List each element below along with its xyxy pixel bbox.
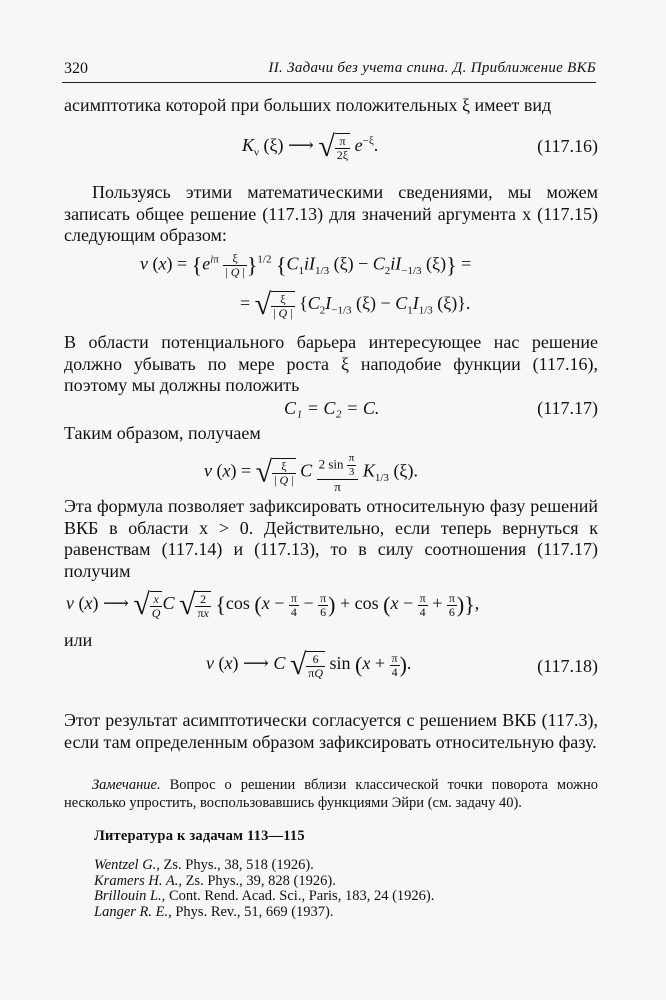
equation-117-16 [64,128,598,168]
word-ili: или [64,630,93,650]
remark [64,776,598,812]
paragraph-phase: Эта формула позволяет зафиксировать относительную фазу решений ВКБ в области x > 0. Действительно, если теперь вернуться к равенствам (117.14) и (117.13), то в силу соотношения (117.17) получим [64,496,598,581]
equation-v-cos-formula: v (x) ⟶ √ $\frac{x}{Q}$ C √ $\frac{2}{\pi x}$ {cos (x − $\frac{\pi}{4}$ − $\frac{\pi}{6}$ ) + cos (x − $\frac{\pi}{4}$ + $\frac{\pi}{6}$ )}, [66,588,480,621]
equation-v-general-line2 [64,286,598,326]
equation-number: (117.17) [537,398,598,418]
equation-v-general-line1-formula: v $(x) = \{e^{i\pi}$ $\frac{\xi}{| Q |}$ }$^{1/2}$ {$C_1iI_{1/3}$ $(\xi) - C_2iI_{-1/3}$ (ξ)} = [140,251,472,279]
page-number: 320 [64,60,88,77]
reference-item: Kramers H. A., Zs. Phys., 39, 828 (1926). [94,872,336,889]
equation-v-general-line1 [64,248,598,288]
paragraph-asymptotics: асимптотика которой при больших положительных ξ имеет вид [64,95,552,115]
paragraph-agreement: Этот результат асимптотически согласуется с решением ВКБ (117.3), если там определенным образом зафиксировать относительную фазу. [64,710,598,752]
equation-v-cos [64,584,598,628]
reference-item: Brillouin L., Cont. Rend. Acad. Sci., Paris, 183, 24 (1926). [94,888,435,904]
paragraph-thus: Таким образом, получаем [64,423,261,443]
equation-117-17-formula: C₁ = C₂ = C. [284,398,380,418]
remark-text: Вопрос о решении вблизи классической точки поворота можно несколько упростить, воспользовавшись функциями Эйри (см. задачу 40). [64,777,598,811]
equation-117-18-formula: v (x) ⟶ C √ $\frac{6}{\pi Q}$ sin (x + $\frac{\pi}{4}$ ). [206,648,412,681]
equation-number: (117.16) [537,136,598,156]
paragraph-barrier: В области потенциального барьера интересующее нас решение должно убывать по мере роста ξ наподобие функции (117.16), поэтому мы должны положить [64,332,598,395]
equation-117-18 [64,648,598,688]
equation-number: (117.18) [537,656,598,676]
equation-v-result [64,446,598,494]
references-list [94,858,434,920]
paragraph-general-solution: Пользуясь этими математическими сведениями, мы можем записать общее решение (117.13) для значений аргумента x (117.15) следующим образом: [64,182,598,245]
references-heading: Литература к задачам 113—115 [94,828,305,844]
reference-item: Langer R. E., Phys. Rev., 51, 669 (1937). [94,903,334,920]
remark-label: Замечание. [92,777,161,793]
equation-v-result-formula: v (x) = √ $\frac{\xi}{| Q |}$ C 2 sin $\frac{\pi}{3}$ π $K_{1/3}$ (ξ). [204,452,418,494]
equation-117-16-formula: $K_\nu$ (ξ) ⟶ √ $\frac{\pi}{2\xi}$ $e^{-\xi}$. [242,130,379,163]
equation-117-17 [64,398,598,422]
running-title: II. Задачи без учета спина. Д. Приближение ВКБ [268,60,596,76]
reference-item: Wentzel G., Zs. Phys., 38, 518 (1926). [94,857,314,873]
equation-v-general-line2-formula: = √ $\frac{\xi}{| Q |}$ {$C_2I_{-1/3}$ $(\xi) - C_1I_{1/3}$ (ξ)}. [240,288,471,321]
page-header [62,58,596,83]
